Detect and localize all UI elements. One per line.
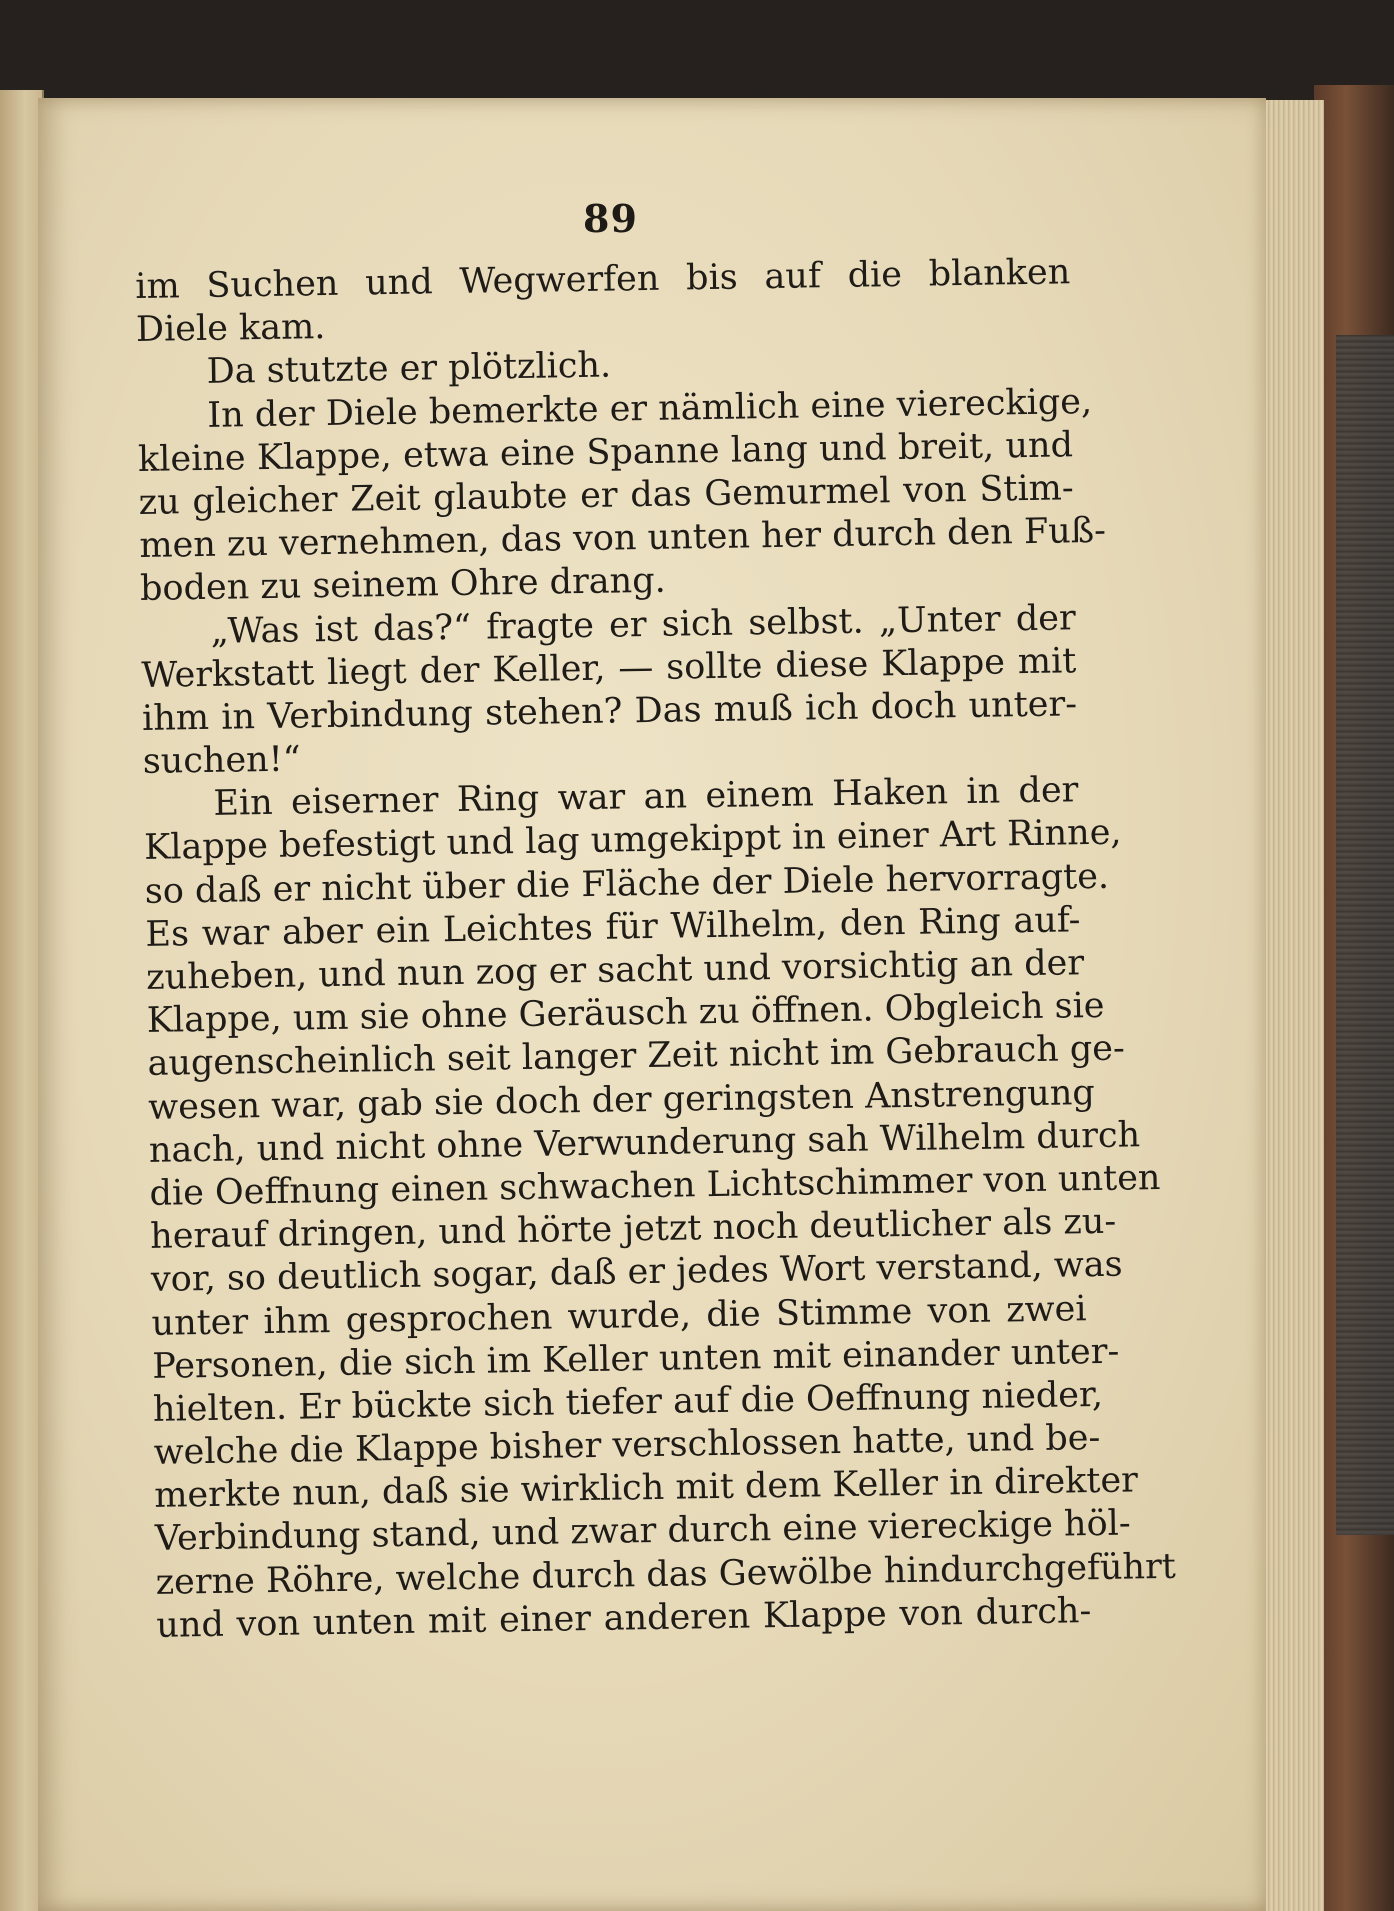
text-line: boden zu seinem Ohre drang. [139,561,667,610]
text-line: zu gleicher Zeit glaubte er das Gemurmel von Stim- [138,468,1074,523]
text-line: Ein eiserner Ring war an einem Haken in der [213,770,1079,825]
text-line: die Oeffnung einen schwachen Lichtschimmer von unten [149,1157,1161,1214]
text-line: Personen, die sich im Keller unten mit einander unter- [151,1331,1120,1387]
text-line: nach, und nicht ohne Verwunderung sah Wilhelm durch [148,1115,1141,1171]
text-line: Klappe, um sie ohne Geräusch zu öffnen. Obgleich sie [146,986,1105,1042]
text-line: hielten. Er bückte sich tiefer auf die Oeffnung nieder, [152,1374,1104,1430]
text-line: ihm in Verbindung stehen? Das muß ich doch unter- [141,684,1078,739]
text-line: augenscheinlich seit langer Zeit nicht im Gebrauch ge- [147,1028,1126,1085]
text-line: unter ihm gesprochen wurde, die Stimme von zwei [151,1288,1087,1344]
text-line: vor, so deutlich sogar, daß er jedes Wort verstand, was [150,1244,1123,1301]
text-line: zerne Röhre, welche durch das Gewölbe hindurchgeführt [155,1546,1177,1603]
text-line: Da stutzte er plötzlich. [206,345,612,393]
text-line: Diele kam. [135,307,326,351]
text-line: herauf dringen, und hörte jetzt noch deutlicher als zu- [149,1201,1117,1258]
page-text [135,251,1177,1648]
text-line: Verbindung stand, und zwar durch eine viereckige höl- [154,1503,1131,1560]
book-cover-edge [1314,85,1394,1911]
page-stack-edge [1264,100,1324,1911]
text-line: zuheben, und nun zog er sacht und vorsichtig an der [145,943,1085,998]
text-line: wesen war, gab sie doch der geringsten Anstrengung [147,1072,1096,1128]
text-line: so daß er nicht über die Fläche der Diele hervorragte. [144,856,1110,912]
text-line: In der Diele bemerkte er nämlich eine viereckige, [207,381,1093,436]
page-number: 89 [583,196,638,241]
text-line: men zu vernehmen, das von unten her durch den Fuß- [139,510,1107,567]
text-line: Werkstatt liegt der Keller, — sollte diese Klappe mit [141,640,1077,696]
text-line: Klappe befestigt und lag umgekippt in einer Art Rinne, [143,813,1122,869]
text-line: und von unten mit einer anderen Klappe von durch- [156,1590,1092,1646]
text-line: welche die Klappe bisher verschlossen hatte, und be- [153,1418,1101,1473]
text-line: suchen!“ [142,739,301,782]
text-line: kleine Klappe, etwa eine Spanne lang und breit, und [137,425,1074,480]
cover-cloth [1336,335,1394,1535]
text-line: „Was ist das?“ fragte er sich selbst. „Unter der [210,597,1076,652]
text-line: Es war aber ein Leichtes für Wilhelm, den Ring auf- [145,900,1081,955]
text-line: im Suchen und Wegwerfen bis auf die blanken [135,252,1071,307]
text-line: merkte nun, daß sie wirklich mit dem Keller in direkter [154,1460,1139,1517]
